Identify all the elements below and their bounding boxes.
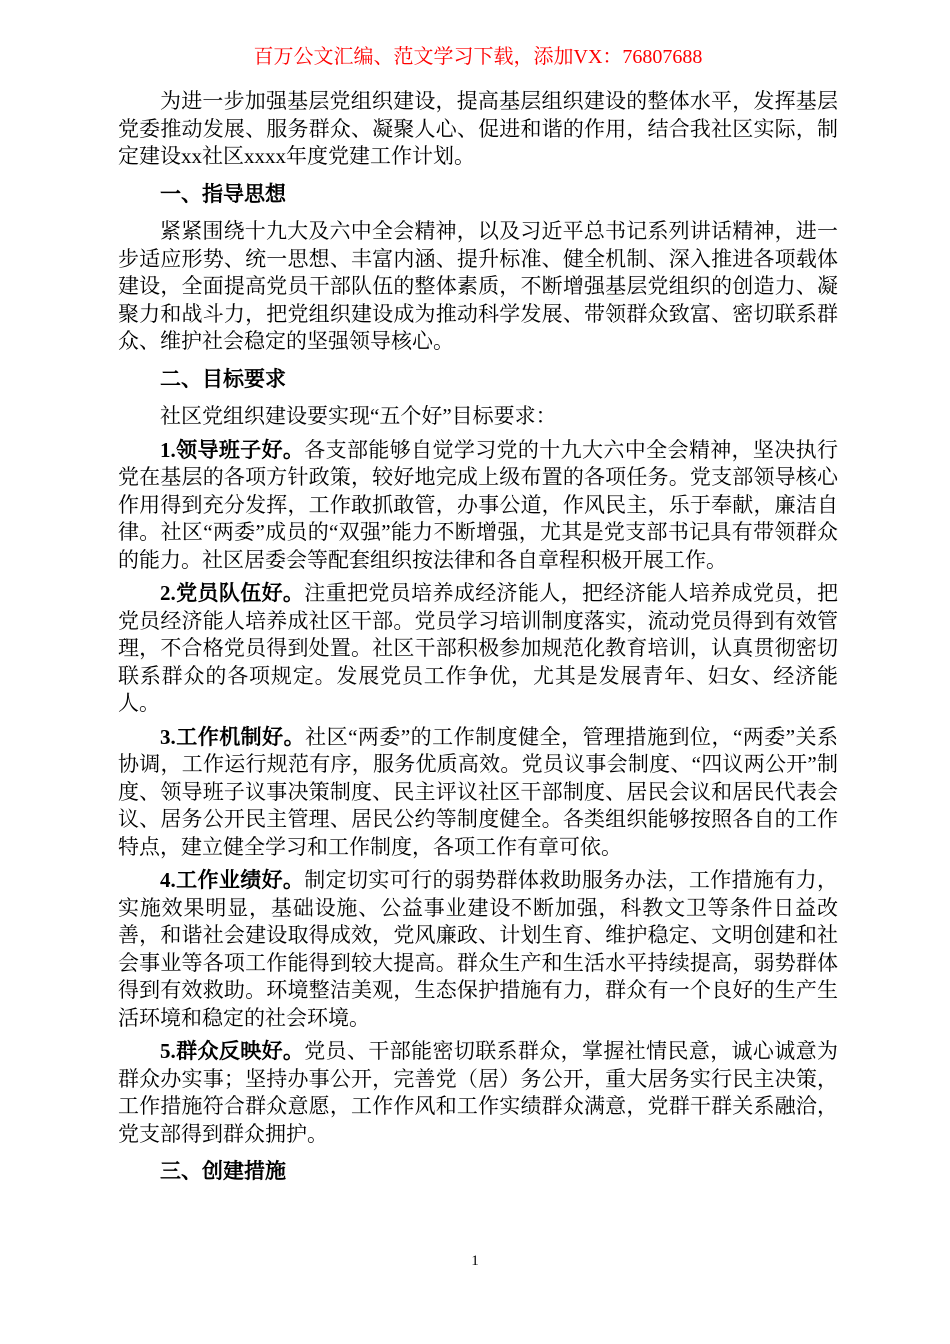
paragraph: 3.工作机制好。社区“两委”的工作制度健全，管理措施到位，“两委”关系协调，工作运行规范有序，服务优质高效。党员议事会制度、“四议两公开”制度、领导班子议事决策制度、民主评议社区干部制度、居民会议和居民代表会议、居务公开民主管理、居民公约等制度健全。各类组织能够按照各自的工作特点，建立健全学习和工作制度，各项工作有章可依。 (118, 724, 839, 859)
paragraph: 2.党员队伍好。注重把党员培养成经济能人，把经济能人培养成党员，把党员经济能人培养成社区干部。党员学习培训制度落实，流动党员得到有效管理，不合格党员得到处置。社区干部积极参加规范化教育培训，认真贯彻密切联系群众的各项规定。发展党员工作争优，尤其是发展青年、妇女、经济能人。 (118, 581, 839, 715)
paragraph: 1.领导班子好。各支部能够自觉学习党的十九大六中全会精神，坚决执行党在基层的各项方针政策，较好地完成上级布置的各项任务。党支部领导核心作用得到充分发挥，工作敢抓敢管，办事公道，作风民主，乐于奉献，廉洁自律。社区“两委”成员的“双强”能力不断增强，尤其是党支部书记具有带领群众的能力。社区居委会等配套组织按法律和各自章程积极开展工作。 (118, 437, 839, 572)
paragraph: 紧紧围绕十九大及六中全会精神，以及习近平总书记系列讲话精神，进一步适应形势、统一思想、丰富内涵、提升标准、健全机制、深入推进各项载体建设，全面提高党员干部队伍的整体素质，不断增强基层党组织的创造力、凝聚力和战斗力，把党组织建设成为推动科学发展、带领群众致富、密切联系群众、维护社会稳定的坚强领导核心。 (118, 219, 838, 353)
section-heading: 一、指导思想 (160, 181, 286, 206)
document-body (118, 88, 838, 1186)
paragraph: 4.工作业绩好。制定切实可行的弱势群体救助服务办法，工作措施有力，实施效果明显，基础设施、公益事业建设不断加强，科教文卫等条件日益改善，和谐社会建设取得成效，党风廉政、计划生育、维护稳定、文明创建和社会事业等各项工作能得到较大提高。群众生产和生活水平持续提高，弱势群体得到有效救助。环境整洁美观，生态保护措施有力，群众有一个良好的生产生活环境和稳定的社会环境。 (118, 868, 839, 1030)
section-heading: 三、创建措施 (160, 1159, 286, 1183)
paragraph: 为进一步加强基层党组织建设，提高基层组织建设的整体水平，发挥基层党委推动发展、服务群众、凝聚人心、促进和谐的作用，结合我社区实际，制定建设xx社区xxxx年度党建工作计划。 (118, 89, 838, 168)
paragraph-lead-bold: 3.工作机制好。 (160, 724, 306, 749)
paragraph: 5.群众反映好。党员、干部能密切联系群众，掌握社情民意，诚心诚意为群众办实事；坚持办事公开，完善党（居）务公开，重大居务实行民主决策，工作措施符合群众意愿，工作作风和工作实绩群众满意，党群干群关系融洽，党支部得到群众拥护。 (118, 1039, 839, 1146)
paragraph-lead-bold: 2.党员队伍好。 (160, 581, 305, 605)
paragraph-lead-bold: 1.领导班子好。 (160, 437, 305, 462)
paragraph: 社区党组织建设要实现“五个好”目标要求： (160, 404, 557, 428)
promo-header-text: 百万公文汇编、范文学习下载，添加VX：76807688 (253, 46, 703, 68)
section-heading: 二、目标要求 (160, 366, 286, 391)
page-number: 1 (471, 1253, 479, 1269)
paragraph-lead-bold: 4.工作业绩好。 (160, 868, 305, 892)
paragraph-lead-bold: 5.群众反映好。 (160, 1039, 305, 1063)
